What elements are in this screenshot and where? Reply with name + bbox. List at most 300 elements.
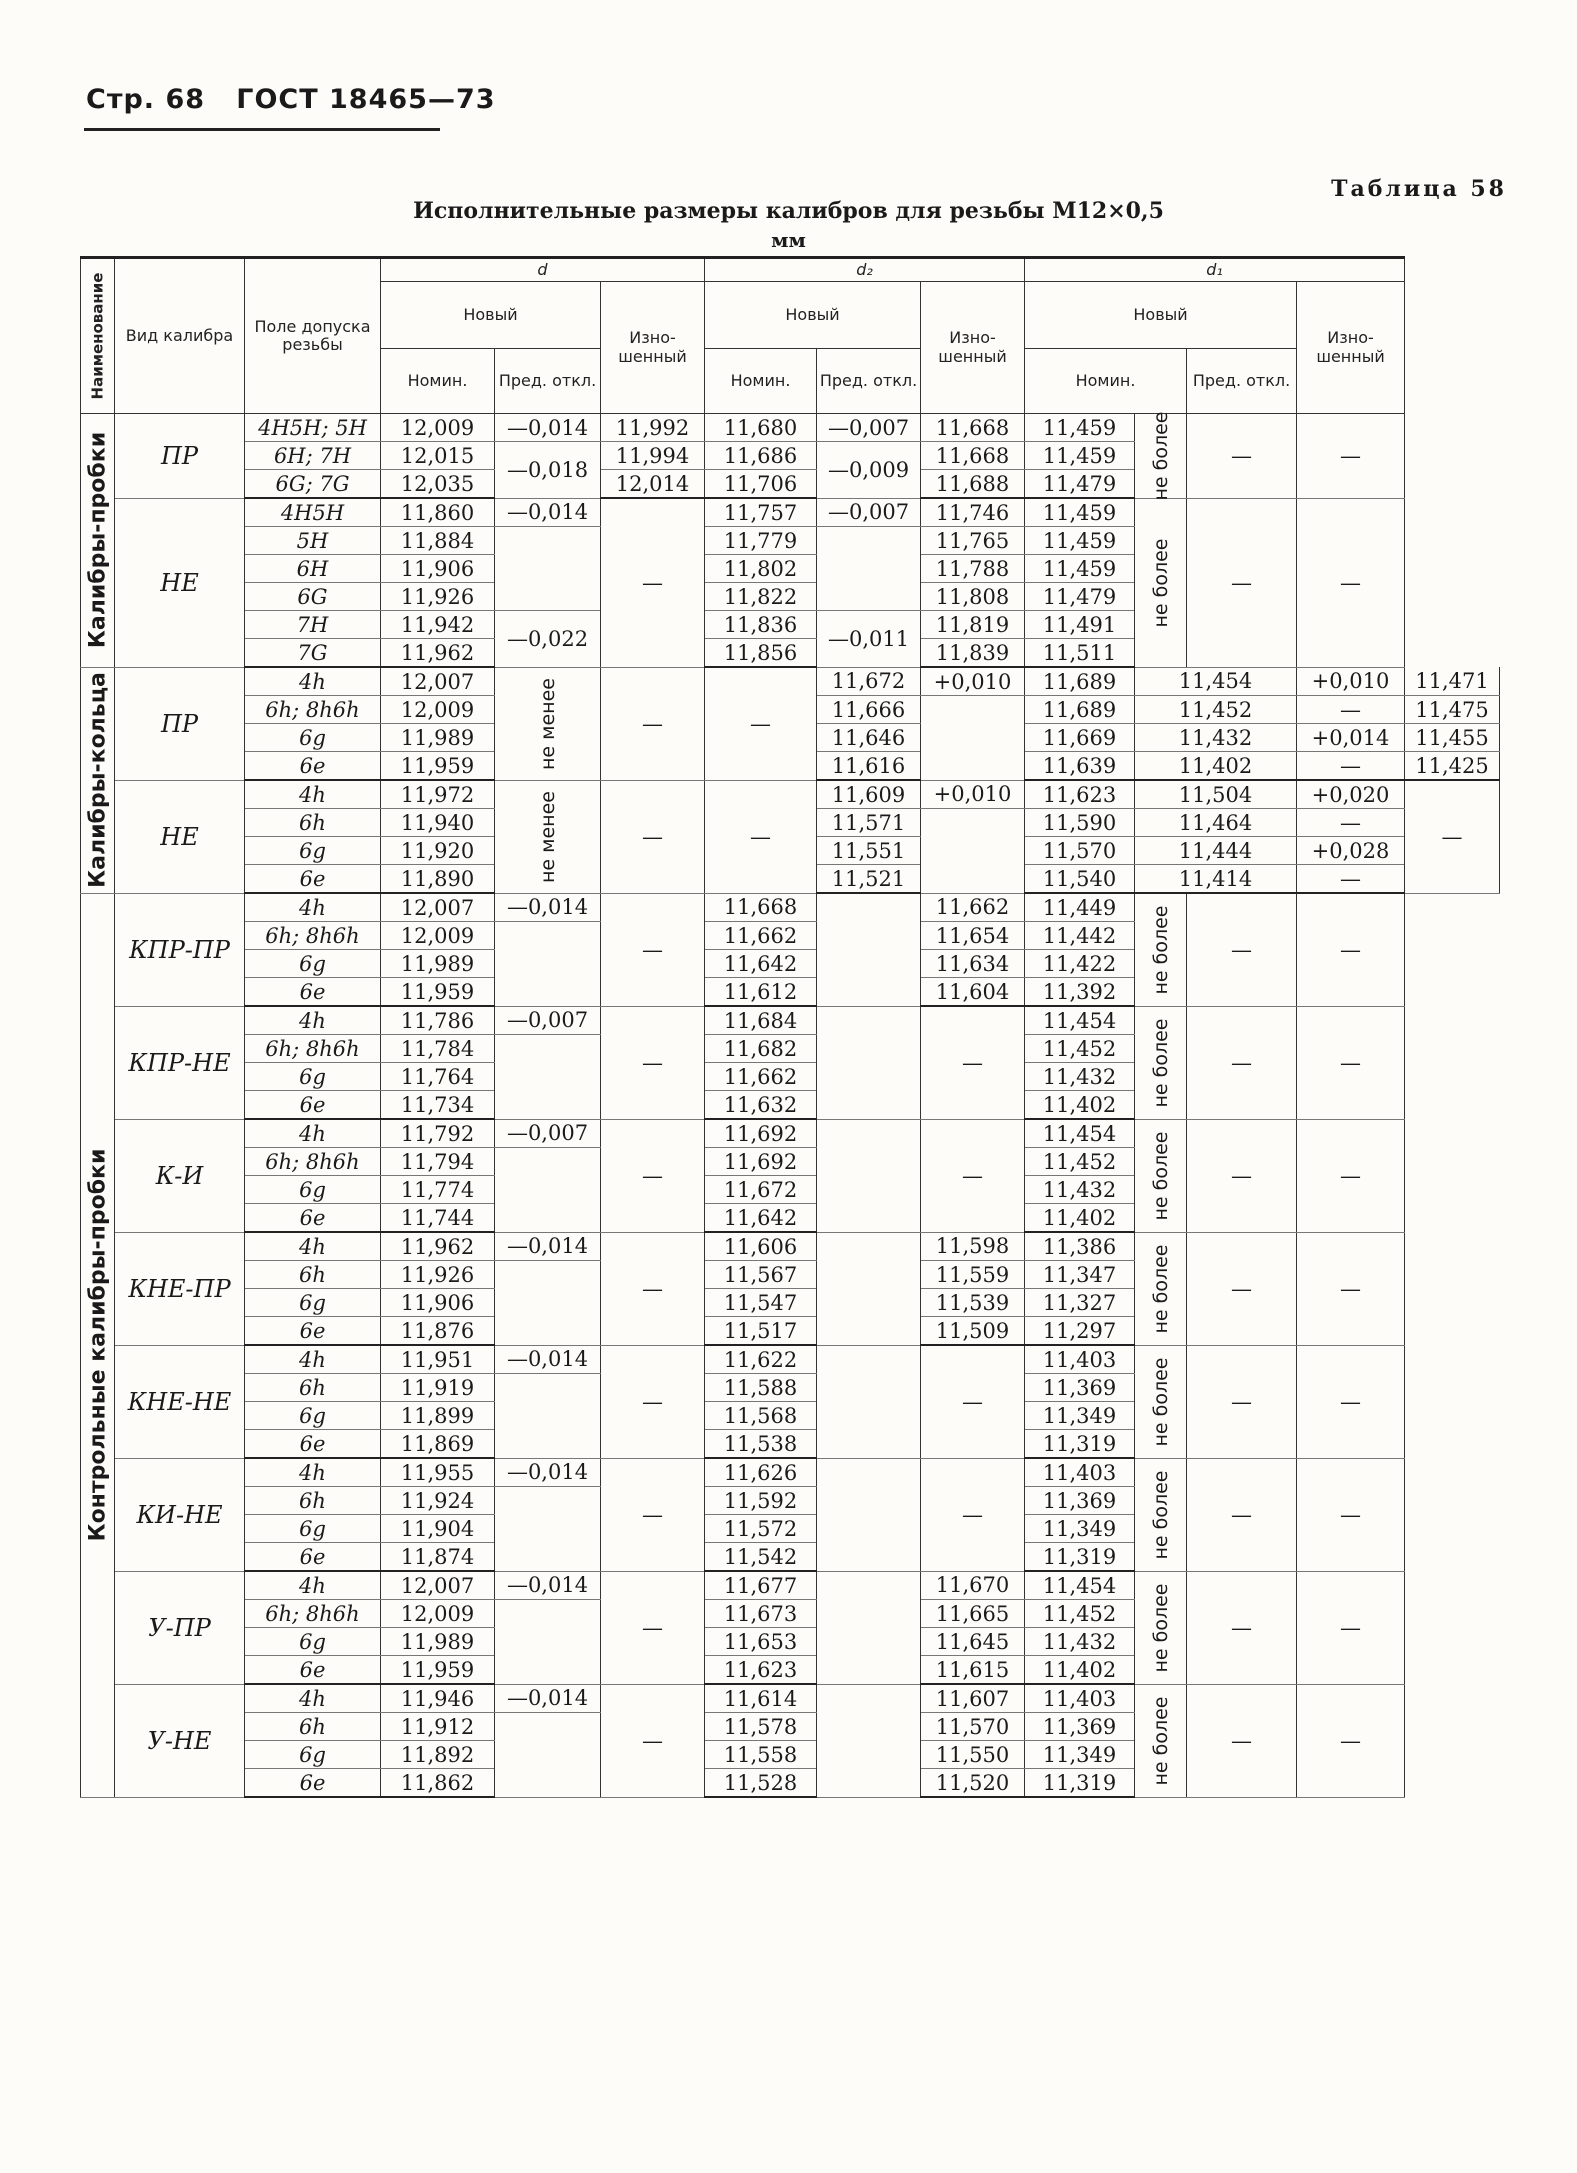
- table-caption: Исполнительные размеры калибров для резьбы М12×0,5: [413, 198, 1164, 224]
- group-label: [81, 667, 115, 893]
- tolerance-field: 6G: [245, 583, 381, 611]
- d-worn: —: [601, 1006, 705, 1119]
- vertical-note: [1135, 1232, 1187, 1345]
- table-row: [81, 780, 1500, 809]
- d2-nominal: 11,677: [705, 1571, 817, 1600]
- d1-worn: —: [1297, 1684, 1405, 1797]
- tolerance-field: 6Н: [245, 555, 381, 583]
- d2-nominal: 11,614: [705, 1684, 817, 1713]
- table-row: [81, 1232, 1500, 1261]
- d-nominal: 12,007: [381, 667, 495, 696]
- gauge-kind: КПР-ПР: [115, 893, 245, 1006]
- d-nominal: 12,009: [381, 922, 495, 950]
- calibre-table: [80, 256, 1500, 1798]
- d-nominal: 11,890: [381, 865, 495, 894]
- d1-nominal: 11,491: [1025, 611, 1135, 639]
- d-nominal: 11,926: [381, 583, 495, 611]
- d2-nominal: 11,592: [705, 1487, 817, 1515]
- d-nominal: 11,946: [381, 1684, 495, 1713]
- d2-nominal: 11,578: [705, 1713, 817, 1741]
- tolerance-field: 6h: [245, 1713, 381, 1741]
- d1-deviation: —: [1187, 1232, 1297, 1345]
- d1-deviation: —: [1297, 809, 1405, 837]
- d1-deviation: —: [1297, 865, 1405, 894]
- d-worn: —: [601, 1458, 705, 1571]
- d1-deviation: +0,014: [1297, 724, 1405, 752]
- d2-nominal: 11,836: [705, 611, 817, 639]
- d2-deviation: [921, 809, 1025, 894]
- d-deviation: —0,014: [495, 498, 601, 527]
- d1-nominal: 11,432: [1135, 724, 1297, 752]
- d2-worn: 11,520: [921, 1769, 1025, 1798]
- d2-nominal: 11,672: [705, 1176, 817, 1204]
- d-nominal: 12,007: [381, 893, 495, 922]
- d2-nominal: 11,668: [705, 893, 817, 922]
- d-nominal: 11,951: [381, 1345, 495, 1374]
- vertical-note-text: не более: [1149, 1582, 1172, 1673]
- d1-nominal: 11,459: [1025, 555, 1135, 583]
- vertical-note: [1135, 1458, 1187, 1571]
- d-deviation: —0,014: [495, 1571, 601, 1600]
- table-row: [81, 1345, 1500, 1374]
- vertical-note: [1135, 1006, 1187, 1119]
- d2-nominal: 11,680: [705, 414, 817, 442]
- d1-nominal: 11,319: [1025, 1769, 1135, 1798]
- vertical-note-text: не более: [1149, 905, 1172, 995]
- d1-nominal: 11,459: [1025, 442, 1135, 470]
- tolerance-field: 6g: [245, 1741, 381, 1769]
- col-d-nom: Номин.: [381, 349, 495, 414]
- d2-nominal: 11,757: [705, 498, 817, 527]
- d-nominal: 11,874: [381, 1543, 495, 1572]
- d1-nominal: 11,442: [1025, 922, 1135, 950]
- gauge-kind: КИ-НЕ: [115, 1458, 245, 1571]
- d1-deviation: +0,020: [1297, 780, 1405, 809]
- d-nominal: 11,926: [381, 1261, 495, 1289]
- vertical-note-text: не менее: [536, 790, 559, 883]
- d-worn: 11,992: [601, 414, 705, 442]
- d-deviation: [495, 1261, 601, 1346]
- table-row: [81, 1119, 1500, 1148]
- d2-deviation: [817, 1684, 921, 1797]
- d1-nominal: 11,504: [1135, 780, 1297, 809]
- d2-worn: 11,662: [921, 893, 1025, 922]
- d2-nominal: 11,606: [705, 1232, 817, 1261]
- d2-worn: 11,788: [921, 555, 1025, 583]
- tolerance-field: 6e: [245, 865, 381, 894]
- table-row: [81, 893, 1500, 922]
- vertical-note: [495, 667, 601, 780]
- d-deviation-empty: —: [601, 667, 705, 780]
- d-nominal: 11,906: [381, 555, 495, 583]
- d2-nominal: 11,558: [705, 1741, 817, 1769]
- d-deviation: —0,014: [495, 414, 601, 442]
- d2-nominal: 11,642: [705, 1204, 817, 1233]
- vertical-note: [1135, 1684, 1187, 1797]
- tolerance-field: 4h: [245, 667, 381, 696]
- d2-worn: 11,665: [921, 1600, 1025, 1628]
- vertical-note: [1135, 498, 1187, 667]
- col-d: d: [381, 258, 705, 282]
- table-row: [81, 1571, 1500, 1600]
- vertical-note: [495, 780, 601, 893]
- d2-worn: 11,598: [921, 1232, 1025, 1261]
- d-deviation: [495, 1148, 601, 1233]
- d-nominal: 11,892: [381, 1741, 495, 1769]
- d1-deviation: —: [1187, 1571, 1297, 1684]
- d2-nominal: 11,623: [705, 1656, 817, 1685]
- d1-deviation: —: [1187, 1006, 1297, 1119]
- table-body: [81, 411, 1500, 1798]
- d2-nominal: 11,642: [705, 950, 817, 978]
- d-worn: —: [601, 893, 705, 1006]
- d2-deviation: +0,010: [921, 667, 1025, 696]
- d2-nominal: 11,572: [705, 1515, 817, 1543]
- d-nominal: 12,007: [381, 1571, 495, 1600]
- d-nominal: 12,015: [381, 442, 495, 470]
- d1-nominal: 11,402: [1025, 1204, 1135, 1233]
- d-nominal: 11,924: [381, 1487, 495, 1515]
- d1-worn: —: [1297, 1006, 1405, 1119]
- d2-nominal: 11,779: [705, 527, 817, 555]
- d2-nominal: 11,682: [705, 1035, 817, 1063]
- d-worn: —: [601, 1232, 705, 1345]
- tolerance-field: 6g: [245, 1063, 381, 1091]
- d1-deviation: —: [1297, 696, 1405, 724]
- d2-nominal: 11,672: [817, 667, 921, 696]
- vertical-note: [1135, 411, 1187, 501]
- gauge-kind: К-И: [115, 1119, 245, 1232]
- gauge-kind: У-ПР: [115, 1571, 245, 1684]
- d-nominal: 11,899: [381, 1402, 495, 1430]
- d2-worn: —: [921, 1119, 1025, 1232]
- tolerance-field: 6e: [245, 1430, 381, 1459]
- d2-deviation: [817, 1232, 921, 1345]
- d1-nominal: 11,432: [1025, 1063, 1135, 1091]
- tolerance-field: 6g: [245, 1289, 381, 1317]
- d2-worn: 11,670: [921, 1571, 1025, 1600]
- gauge-kind: КПР-НЕ: [115, 1006, 245, 1119]
- d2-worn: 11,550: [921, 1741, 1025, 1769]
- d1-nominal: 11,449: [1025, 893, 1135, 922]
- d-worn: —: [705, 780, 817, 893]
- d2-worn: —: [921, 1458, 1025, 1571]
- d-worn: —: [601, 1684, 705, 1797]
- gauge-kind: У-НЕ: [115, 1684, 245, 1797]
- d1-nominal: 11,392: [1025, 978, 1135, 1007]
- vertical-note-text: не более: [1149, 537, 1172, 628]
- d2-nominal: 11,632: [705, 1091, 817, 1120]
- d-nominal: 11,862: [381, 1769, 495, 1798]
- col-d-dev: Пред. откл.: [495, 349, 601, 414]
- d2-nominal: 11,568: [705, 1402, 817, 1430]
- d2-nominal: 11,646: [817, 724, 921, 752]
- vertical-note-text: не более: [1149, 1469, 1172, 1560]
- table-number: Таблица 58: [1331, 176, 1507, 202]
- d2-nominal: 11,692: [705, 1148, 817, 1176]
- tolerance-field: 6g: [245, 724, 381, 752]
- d-deviation: —0,014: [495, 1684, 601, 1713]
- gauge-kind: ПР: [115, 667, 245, 780]
- d2-nominal: 11,538: [705, 1430, 817, 1459]
- group-label-text: Контрольные калибры-пробки: [85, 1148, 110, 1542]
- d-nominal: 12,009: [381, 696, 495, 724]
- col-d1-dev: Пред. откл.: [1187, 349, 1297, 414]
- d-deviation: —0,014: [495, 893, 601, 922]
- d2-nominal: 11,653: [705, 1628, 817, 1656]
- gauge-kind: ПР: [115, 414, 245, 499]
- d2-nominal: 11,571: [817, 809, 921, 837]
- d-nominal: 11,972: [381, 780, 495, 809]
- group-label-text: Калибры-кольца: [85, 672, 110, 888]
- d1-nominal: 11,319: [1025, 1543, 1135, 1572]
- tolerance-field: 6g: [245, 950, 381, 978]
- d1-worn: —: [1297, 893, 1405, 1006]
- tolerance-field: 6e: [245, 1656, 381, 1685]
- d2-worn: 11,668: [921, 442, 1025, 470]
- vertical-note: [1135, 1345, 1187, 1458]
- d2-nominal: 11,666: [817, 696, 921, 724]
- d-deviation: —0,014: [495, 1232, 601, 1261]
- col-d2-worn: Изно-шенный: [921, 282, 1025, 414]
- d1-nominal: 11,347: [1025, 1261, 1135, 1289]
- d2-nominal: 11,626: [705, 1458, 817, 1487]
- d-deviation: —0,018: [495, 442, 601, 499]
- d-nominal: 12,035: [381, 470, 495, 499]
- d1-deviation: —: [1187, 1684, 1297, 1797]
- d2-nominal: 11,528: [705, 1769, 817, 1798]
- d2-deviation: —0,007: [817, 414, 921, 442]
- d-nominal: 11,744: [381, 1204, 495, 1233]
- col-d1-nom: Номин.: [1025, 349, 1187, 414]
- tolerance-field: 6g: [245, 1628, 381, 1656]
- tolerance-field: 6G; 7G: [245, 470, 381, 499]
- d2-worn: 11,808: [921, 583, 1025, 611]
- group-label-text: Калибры-пробки: [85, 432, 110, 649]
- d2-nominal: 11,612: [705, 978, 817, 1007]
- d2-nominal: 11,686: [705, 442, 817, 470]
- d-deviation: [495, 922, 601, 1007]
- d2-worn: 11,570: [921, 1713, 1025, 1741]
- vertical-note-text: не более: [1149, 1695, 1172, 1786]
- d-nominal: 11,906: [381, 1289, 495, 1317]
- tolerance-field: 4h: [245, 1119, 381, 1148]
- col-d2: d₂: [705, 258, 1025, 282]
- tolerance-field: 4h: [245, 1571, 381, 1600]
- d1-nominal: 11,452: [1025, 1600, 1135, 1628]
- tolerance-field: 6g: [245, 837, 381, 865]
- d-nominal: 12,009: [381, 1600, 495, 1628]
- d1-worn: —: [1297, 1232, 1405, 1345]
- d-worn: —: [601, 1345, 705, 1458]
- vertical-note-text: не более: [1149, 1243, 1172, 1334]
- d2-worn: 11,689: [1025, 667, 1135, 696]
- d-nominal: 11,919: [381, 1374, 495, 1402]
- d1-worn: —: [1297, 1458, 1405, 1571]
- d2-nominal: 11,542: [705, 1543, 817, 1572]
- d1-nominal: 11,403: [1025, 1345, 1135, 1374]
- d1-nominal: 11,369: [1025, 1374, 1135, 1402]
- d2-deviation: —0,009: [817, 442, 921, 499]
- d1-nominal: 11,511: [1025, 639, 1135, 668]
- vertical-note-text: не более: [1149, 1017, 1172, 1108]
- tolerance-field: 4h: [245, 780, 381, 809]
- d1-worn: —: [1297, 1571, 1405, 1684]
- d-nominal: 11,784: [381, 1035, 495, 1063]
- d-nominal: 11,962: [381, 1232, 495, 1261]
- tolerance-field: 6g: [245, 1176, 381, 1204]
- d-deviation: [495, 1374, 601, 1459]
- col-d2-dev: Пред. откл.: [817, 349, 921, 414]
- col-d2-new: Новый: [705, 282, 921, 349]
- tolerance-field: 6h; 8h6h: [245, 1148, 381, 1176]
- tolerance-field: 7G: [245, 639, 381, 668]
- d-worn: —: [601, 1119, 705, 1232]
- d1-nominal: 11,459: [1025, 527, 1135, 555]
- d2-nominal: 11,588: [705, 1374, 817, 1402]
- d1-nominal: 11,452: [1025, 1148, 1135, 1176]
- d1-nominal: 11,444: [1135, 837, 1297, 865]
- d-nominal: 11,989: [381, 724, 495, 752]
- d2-worn: 11,819: [921, 611, 1025, 639]
- d1-deviation: +0,010: [1297, 667, 1405, 696]
- col-d-worn: Изно-шенный: [601, 282, 705, 414]
- d-deviation: —0,014: [495, 1458, 601, 1487]
- d2-worn: 11,570: [1025, 837, 1135, 865]
- tolerance-field: 6g: [245, 1402, 381, 1430]
- vertical-note: [1135, 893, 1187, 1006]
- vertical-note-text: не менее: [536, 677, 559, 770]
- d-deviation: [495, 527, 601, 611]
- d1-nominal: 11,479: [1025, 470, 1135, 499]
- d-nominal: 11,959: [381, 1656, 495, 1685]
- table-row: [81, 498, 1500, 527]
- d2-worn: 11,634: [921, 950, 1025, 978]
- d2-worn: 11,604: [921, 978, 1025, 1007]
- gauge-kind: НЕ: [115, 780, 245, 893]
- table-row: [81, 1458, 1500, 1487]
- d2-deviation: [817, 1006, 921, 1119]
- tolerance-field: 6e: [245, 752, 381, 781]
- d-nominal: 11,876: [381, 1317, 495, 1346]
- tolerance-field: 6h: [245, 1261, 381, 1289]
- d2-worn: —: [921, 1345, 1025, 1458]
- d2-worn: 11,688: [921, 470, 1025, 499]
- d1-nominal: 11,459: [1025, 414, 1135, 442]
- d1-worn: 11,455: [1405, 724, 1500, 752]
- d2-deviation: [817, 1571, 921, 1684]
- d1-deviation: —: [1187, 498, 1297, 667]
- page-header: [86, 84, 496, 115]
- tolerance-field: 4h: [245, 1684, 381, 1713]
- d-nominal: 11,860: [381, 498, 495, 527]
- d2-worn: 11,746: [921, 498, 1025, 527]
- tolerance-field: 6e: [245, 1769, 381, 1798]
- d-deviation: —0,007: [495, 1119, 601, 1148]
- d1-nominal: 11,297: [1025, 1317, 1135, 1346]
- d1-nominal: 11,432: [1025, 1628, 1135, 1656]
- d-nominal: 11,786: [381, 1006, 495, 1035]
- d1-nominal: 11,402: [1025, 1091, 1135, 1120]
- d2-nominal: 11,547: [705, 1289, 817, 1317]
- tolerance-field: 6h; 8h6h: [245, 696, 381, 724]
- d2-nominal: 11,567: [705, 1261, 817, 1289]
- d2-deviation: —0,011: [817, 611, 921, 668]
- d-nominal: 11,989: [381, 950, 495, 978]
- d2-deviation: [817, 1345, 921, 1458]
- d2-nominal: 11,822: [705, 583, 817, 611]
- vertical-note: [1135, 1119, 1187, 1232]
- d1-nominal: 11,319: [1025, 1430, 1135, 1459]
- d2-worn: 11,615: [921, 1656, 1025, 1685]
- d-nominal: 11,884: [381, 527, 495, 555]
- tolerance-field: 6h: [245, 1374, 381, 1402]
- d2-worn: 11,645: [921, 1628, 1025, 1656]
- table-row: [81, 1684, 1500, 1713]
- d1-nominal: 11,454: [1025, 1006, 1135, 1035]
- table-row: [81, 667, 1500, 696]
- tolerance-field: 5Н: [245, 527, 381, 555]
- tolerance-field: 4h: [245, 1006, 381, 1035]
- tolerance-field: 6e: [245, 1317, 381, 1346]
- d2-nominal: 11,622: [705, 1345, 817, 1374]
- d-nominal: 12,009: [381, 414, 495, 442]
- d2-nominal: 11,802: [705, 555, 817, 583]
- d1-deviation: —: [1187, 893, 1297, 1006]
- header-rule: [84, 128, 440, 131]
- d-worn: 12,014: [601, 470, 705, 499]
- d1-worn: —: [1297, 1119, 1405, 1232]
- tolerance-field: 6h; 8h6h: [245, 1035, 381, 1063]
- tolerance-field: 6e: [245, 1543, 381, 1572]
- d2-nominal: 11,609: [817, 780, 921, 809]
- d-deviation: —0,014: [495, 1345, 601, 1374]
- d2-worn: 11,509: [921, 1317, 1025, 1346]
- d1-nominal: 11,403: [1025, 1458, 1135, 1487]
- d1-worn: —: [1405, 780, 1500, 893]
- d2-worn: 11,668: [921, 414, 1025, 442]
- d-nominal: 11,774: [381, 1176, 495, 1204]
- d2-worn: 11,639: [1025, 752, 1135, 781]
- d1-nominal: 11,414: [1135, 865, 1297, 894]
- d-nominal: 11,920: [381, 837, 495, 865]
- d2-nominal: 11,673: [705, 1600, 817, 1628]
- d1-nominal: 11,454: [1025, 1571, 1135, 1600]
- d2-worn: 11,669: [1025, 724, 1135, 752]
- d-nominal: 11,959: [381, 752, 495, 781]
- tolerance-field: 4h: [245, 1345, 381, 1374]
- tolerance-field: 6g: [245, 1515, 381, 1543]
- d2-nominal: 11,684: [705, 1006, 817, 1035]
- d2-nominal: 11,521: [817, 865, 921, 894]
- col-d1-new: Новый: [1025, 282, 1297, 349]
- standard-code: ГОСТ 18465—73: [236, 84, 496, 115]
- d-nominal: 11,955: [381, 1458, 495, 1487]
- d2-nominal: 11,662: [705, 1063, 817, 1091]
- d1-deviation: —: [1187, 1345, 1297, 1458]
- tolerance-field: 6h: [245, 809, 381, 837]
- d-nominal: 11,734: [381, 1091, 495, 1120]
- d1-nominal: 11,422: [1025, 950, 1135, 978]
- d1-nominal: 11,479: [1025, 583, 1135, 611]
- tolerance-field: 4Н5Н; 5Н: [245, 414, 381, 442]
- vertical-note: [1135, 1571, 1187, 1684]
- gauge-kind: КНЕ-НЕ: [115, 1345, 245, 1458]
- d2-nominal: 11,517: [705, 1317, 817, 1346]
- d-deviation: —0,007: [495, 1006, 601, 1035]
- d1-worn: —: [1297, 1345, 1405, 1458]
- d2-deviation: +0,010: [921, 780, 1025, 809]
